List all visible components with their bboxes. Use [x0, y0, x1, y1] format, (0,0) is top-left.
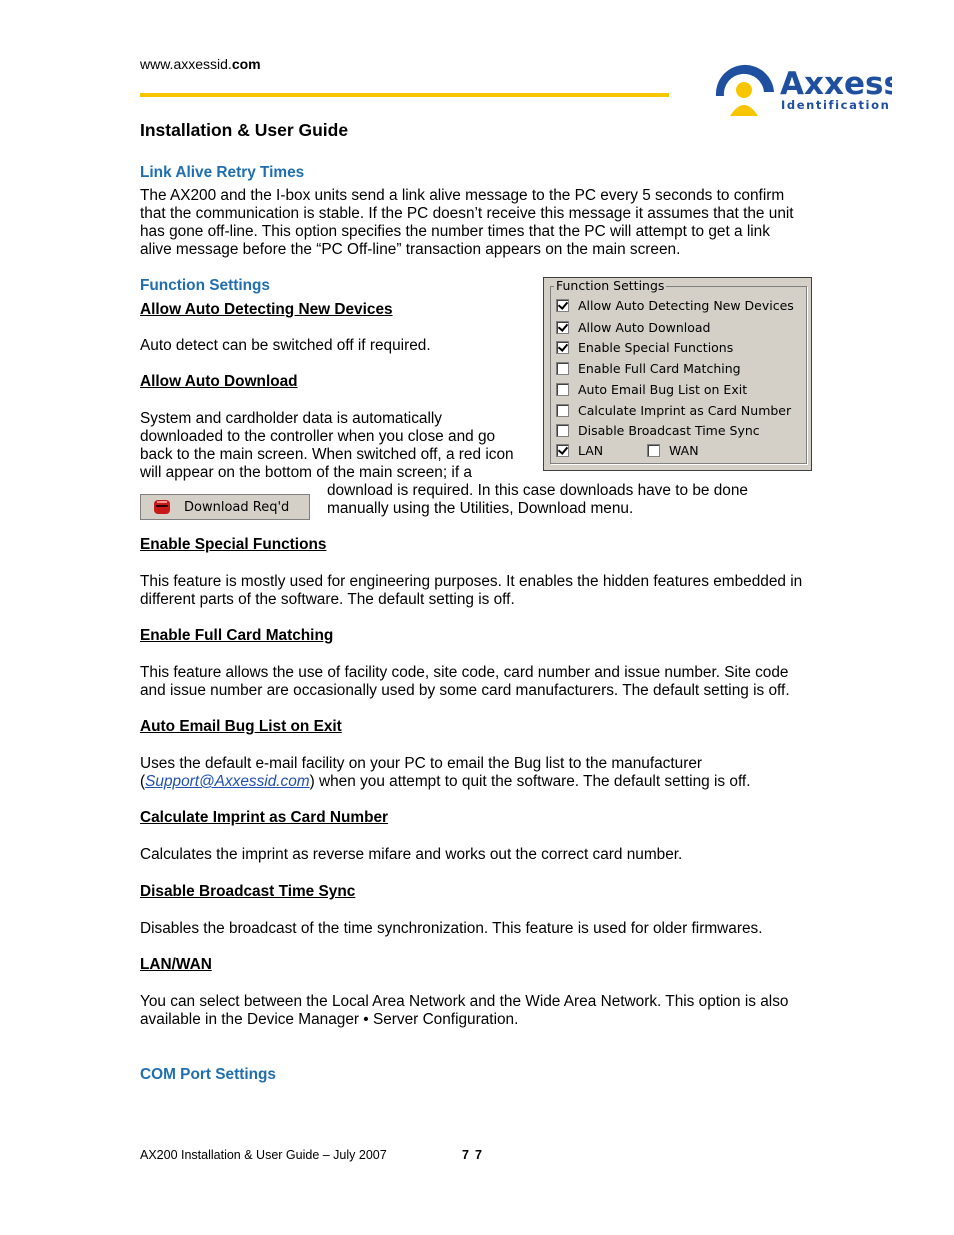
download-status-panel: [140, 494, 310, 520]
checkbox-auto-download[interactable]: [556, 318, 710, 336]
download-status-label: Download Req'd: [184, 499, 290, 515]
axxess-logo: [712, 54, 892, 120]
heading-auto-detect: Allow Auto Detecting New Devices: [140, 301, 393, 318]
imprint-text: Calculates the imprint as reverse mifare and works out the correct card number.: [140, 846, 683, 863]
checkbox-box[interactable]: [556, 299, 569, 312]
heading-auto-download: Allow Auto Download: [140, 373, 298, 390]
checkbox-special-functions[interactable]: [556, 338, 733, 356]
checkbox-label: Allow Auto Download: [578, 319, 711, 335]
broadcast-text: Disables the broadcast of the time synchronization. This feature is used for older firmwares.: [140, 920, 763, 937]
text-line: manually using the Utilities, Download menu.: [327, 500, 634, 517]
logo-brand-text: Axxess: [780, 66, 892, 102]
site-url-suffix: com: [231, 56, 261, 72]
text-line: back to the main screen. When switched off, a red icon: [140, 446, 514, 463]
checkbox-lan[interactable]: [556, 441, 603, 459]
footer-title: AX200 Installation & User Guide – July 2007: [140, 1148, 387, 1162]
paren-open: (: [140, 773, 146, 790]
checkbox-box[interactable]: [556, 404, 569, 417]
text-line: System and cardholder data is automatically: [140, 410, 442, 427]
support-email-link[interactable]: Support@Axxessid.com: [145, 773, 310, 790]
email-line-tail: ) when you attempt to quit the software. The default setting is off.: [309, 773, 751, 790]
logo-mark-icon: [712, 54, 892, 120]
text-line: that the communication is stable. If the PC doesn’t receive this message it assumes that the unit: [140, 205, 794, 222]
heading-disable-broadcast: Disable Broadcast Time Sync: [140, 883, 356, 900]
full-card-paragraph: [140, 664, 830, 700]
text-line: Uses the default e-mail facility on your PC to email the Bug list to the manufacturer: [140, 755, 703, 772]
text-line: available in the Device Manager • Server Configuration.: [140, 1011, 519, 1028]
checkbox-label: Allow Auto Detecting New Devices: [578, 297, 794, 313]
download-warning-icon: [154, 500, 170, 514]
link-alive-paragraph: [140, 187, 830, 259]
heading-special-functions: Enable Special Functions: [140, 536, 327, 553]
checkbox-box[interactable]: [556, 321, 569, 334]
text-line: different parts of the software. The default setting is off.: [140, 591, 515, 608]
function-settings-dialog: [543, 277, 812, 471]
checkbox-disable-broadcast[interactable]: [556, 421, 760, 439]
checkbox-box[interactable]: [556, 341, 569, 354]
text-line: [140, 773, 830, 791]
heading-calculate-imprint: Calculate Imprint as Card Number: [140, 809, 389, 826]
auto-detect-text: Auto detect can be switched off if required.: [140, 337, 431, 354]
checkbox-label: Auto Email Bug List on Exit: [578, 381, 748, 397]
heading-lan-wan: LAN/WAN: [140, 956, 212, 973]
lan-wan-paragraph: [140, 993, 830, 1029]
checkbox-box[interactable]: [556, 383, 569, 396]
heading-com-port: COM Port Settings: [140, 1066, 276, 1083]
text-line: The AX200 and the I-box units send a link alive message to the PC every 5 seconds to confirm: [140, 187, 785, 204]
checkbox-label: Enable Special Functions: [578, 339, 734, 355]
checkbox-email-bug-list[interactable]: [556, 380, 747, 398]
text-line: This feature allows the use of facility code, site code, card number and issue number. Site code: [140, 664, 789, 681]
text-line: This feature is mostly used for engineering purposes. It enables the hidden features embedded in: [140, 573, 803, 590]
page-number: 77: [462, 1148, 488, 1162]
text-line: download is required. In this case downloads have to be done: [327, 482, 748, 499]
heading-email-bug-list: Auto Email Bug List on Exit: [140, 718, 342, 735]
checkbox-label: WAN: [669, 442, 699, 458]
text-line: and issue number are occasionally used by some card manufacturers. The default setting is off.: [140, 682, 790, 699]
checkbox-box[interactable]: [556, 444, 569, 457]
checkbox-box[interactable]: [556, 424, 569, 437]
site-url-prefix: www.axxessid.: [140, 56, 232, 72]
checkbox-box[interactable]: [556, 362, 569, 375]
text-line: alive message before the “PC Off-line” transaction appears on the main screen.: [140, 241, 681, 258]
checkbox-label: Calculate Imprint as Card Number: [578, 402, 792, 418]
text-line: downloaded to the controller when you close and go: [140, 428, 496, 445]
auto-download-tail: [327, 482, 827, 518]
checkbox-calculate-imprint[interactable]: [556, 401, 791, 419]
special-functions-paragraph: [140, 573, 830, 609]
heading-link-alive: Link Alive Retry Times: [140, 164, 305, 181]
text-line: You can select between the Local Area Network and the Wide Area Network. This option is also: [140, 993, 789, 1010]
checkbox-wan[interactable]: [647, 441, 699, 459]
site-url: [140, 56, 261, 72]
checkbox-auto-detect[interactable]: [556, 296, 794, 314]
groupbox-legend: Function Settings: [556, 278, 665, 293]
page-title: Installation & User Guide: [140, 120, 349, 140]
auto-download-paragraph: [140, 410, 540, 482]
header-rule: [140, 93, 669, 97]
text-line: has gone off-line. This option specifies the number times that the PC will attempt to get a link: [140, 223, 770, 240]
heading-full-card-matching: Enable Full Card Matching: [140, 627, 334, 644]
checkbox-full-card-matching[interactable]: [556, 359, 741, 377]
heading-function-settings: Function Settings: [140, 277, 270, 294]
text-line: will appear on the bottom of the main screen; if a: [140, 464, 472, 481]
checkbox-label: LAN: [578, 442, 604, 458]
checkbox-label: Enable Full Card Matching: [578, 360, 741, 376]
checkbox-label: Disable Broadcast Time Sync: [578, 422, 760, 438]
checkbox-box[interactable]: [647, 444, 660, 457]
email-bug-paragraph: [140, 755, 830, 791]
logo-sub-text: Identification: [781, 98, 891, 112]
